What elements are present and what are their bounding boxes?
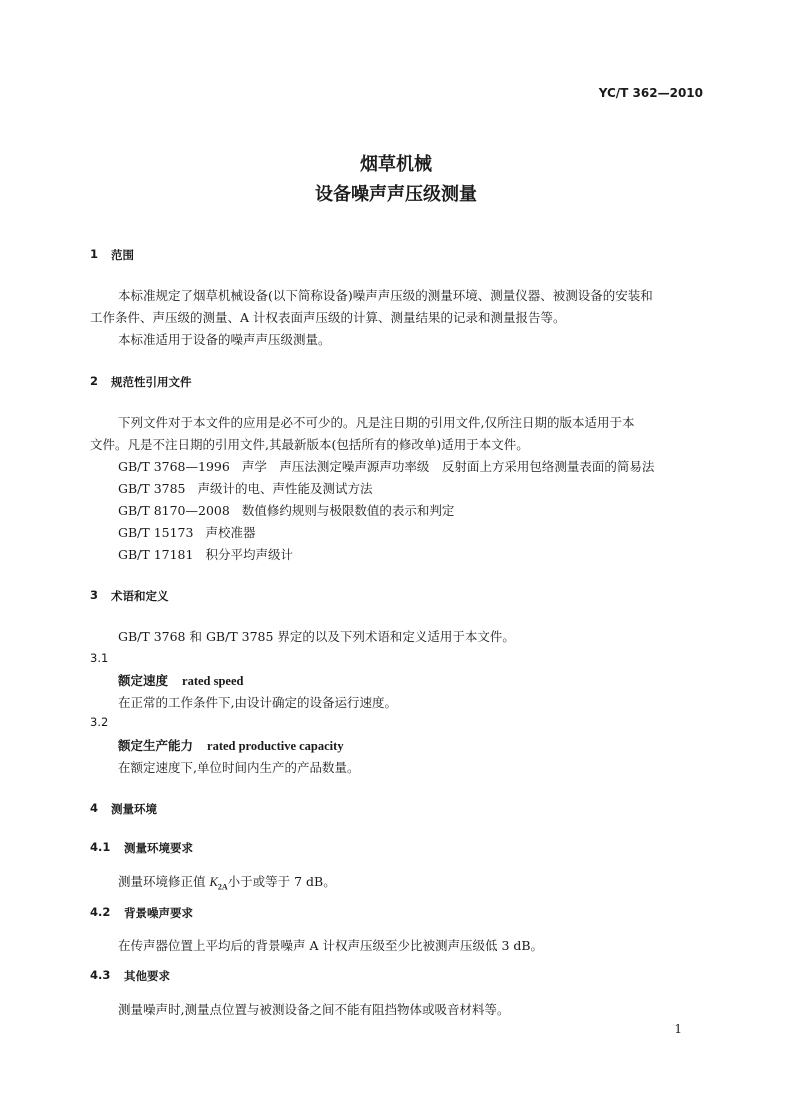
reference-title: 积分平均声级计	[205, 547, 293, 562]
reference-code: GB/T 17181	[118, 547, 194, 562]
reference-code: GB/T 3768—1996	[118, 459, 230, 474]
term-3-2-definition: 在额定速度下,单位时间内生产的产品数量。	[118, 760, 360, 775]
subsection-4-1-number: 4.1	[90, 840, 111, 854]
page-number: 1	[674, 1022, 682, 1036]
section-2-title: 规范性引用文件	[111, 375, 192, 389]
term-3-2-chinese: 额定生产能力	[118, 738, 194, 753]
section-2-paragraph-1a: 下列文件对于本文件的应用是必不可少的。凡是注日期的引用文件,仅所注日期的版本适用于本	[118, 415, 635, 430]
term-3-1-definition: 在正常的工作条件下,由设计确定的设备运行速度。	[118, 695, 397, 710]
section-3-title: 术语和定义	[111, 589, 169, 603]
subsection-4-2-title: 背景噪声要求	[124, 906, 193, 920]
subsection-4-2-text: 在传声器位置上平均后的背景噪声 A 计权声压级至少比被测声压级低 3 dB。	[118, 938, 544, 953]
title-line-1: 烟草机械	[360, 154, 432, 175]
section-1-title: 范围	[111, 248, 134, 262]
section-2-number: 2	[90, 374, 99, 388]
subsection-4-3-text: 测量噪声时,测量点位置与被测设备之间不能有阻挡物体或吸音材料等。	[118, 1002, 510, 1017]
term-3-1-english: rated speed	[182, 674, 244, 688]
reference-item	[118, 501, 454, 519]
section-1-paragraph-2: 本标准适用于设备的噪声声压级测量。	[118, 332, 331, 347]
subsection-4-3-number: 4.3	[90, 968, 111, 982]
term-3-1-heading	[118, 671, 243, 689]
reference-title: 声级计的电、声性能及测试方法	[197, 481, 373, 496]
reference-item	[118, 479, 373, 497]
reference-title: 声校准器	[205, 525, 256, 540]
section-2-paragraph-1b: 文件。凡是不注日期的引用文件,其最新版本(包括所有的修改单)适用于本文件。	[90, 437, 529, 452]
term-3-2-english: rated productive capacity	[207, 739, 344, 753]
k-letter: K	[209, 875, 218, 889]
k-value-suffix: 小于或等于 7 dB。	[227, 874, 336, 889]
k-value-prefix: 测量环境修正值	[118, 874, 206, 889]
subsection-4-2-number: 4.2	[90, 905, 111, 919]
section-1-number: 1	[90, 247, 99, 261]
section-1-paragraph-1a: 本标准规定了烟草机械设备(以下简称设备)噪声声压级的测量环境、测量仪器、被测设备的安装和	[118, 288, 653, 303]
section-3-paragraph-1: GB/T 3768 和 GB/T 3785 界定的以及下列术语和定义适用于本文件。	[118, 629, 515, 644]
section-1-paragraph-1b: 工作条件、声压级的测量、A 计权表面声压级的计算、测量结果的记录和测量报告等。	[90, 310, 566, 325]
k-subscript: 2A	[217, 882, 228, 892]
reference-code: GB/T 15173	[118, 525, 194, 540]
reference-item	[118, 523, 255, 541]
term-3-2-number: 3.2	[90, 715, 109, 729]
term-3-1-chinese: 额定速度	[118, 673, 169, 688]
reference-item	[118, 457, 654, 475]
subsection-4-1-title: 测量环境要求	[124, 841, 193, 855]
reference-code: GB/T 3785	[118, 481, 186, 496]
section-4-title: 测量环境	[111, 802, 157, 816]
reference-title: 数值修约规则与极限数值的表示和判定	[241, 503, 455, 518]
term-3-1-number: 3.1	[90, 651, 109, 665]
subsection-4-1-text	[118, 872, 336, 892]
reference-item	[118, 545, 293, 563]
section-3-number: 3	[90, 588, 99, 602]
term-3-2-heading	[118, 736, 344, 754]
section-4-number: 4	[90, 801, 99, 815]
k-symbol	[209, 875, 228, 892]
subsection-4-3-title: 其他要求	[124, 969, 170, 983]
title-line-2: 设备噪声声压级测量	[315, 184, 477, 205]
document-code: YC/T 362—2010	[598, 86, 703, 100]
reference-code: GB/T 8170—2008	[118, 503, 230, 518]
reference-title: 声学 声压法测定噪声源声功率级 反射面上方采用包络测量表面的简易法	[241, 459, 655, 474]
